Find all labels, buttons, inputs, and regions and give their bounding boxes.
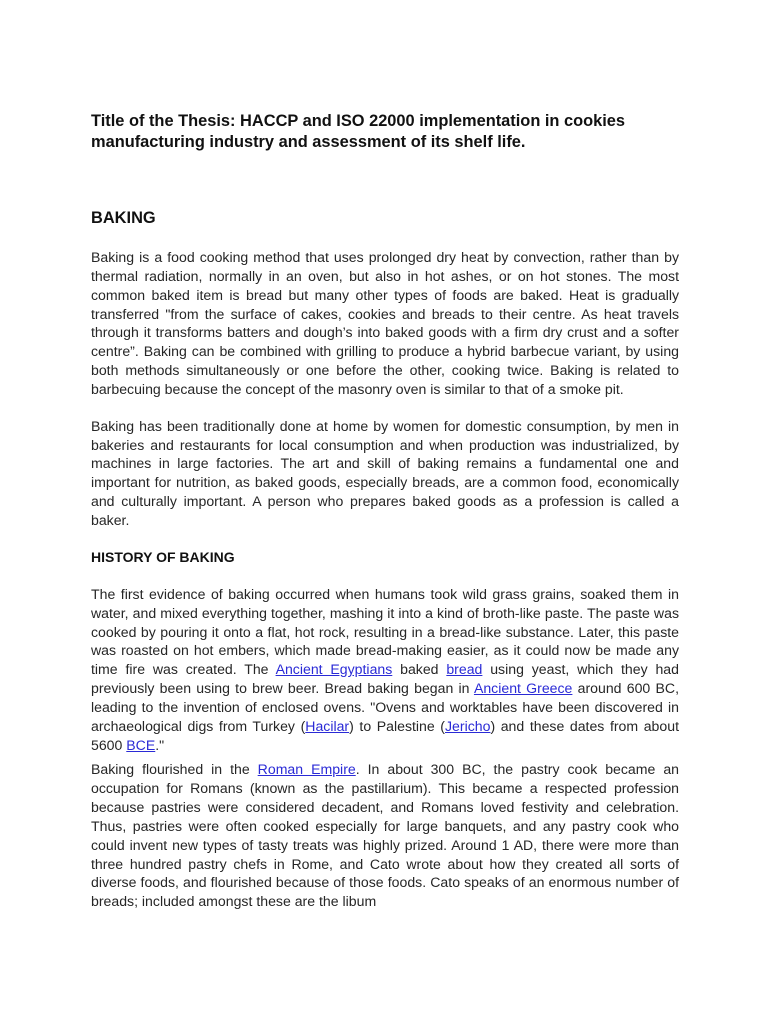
thesis-title: Title of the Thesis: HACCP and ISO 22000 implementation in cookies manufacturing industry and assessment of its shelf life.: [91, 112, 626, 151]
document-page: [91, 111, 679, 911]
text-run: ) to Palestine (: [349, 717, 445, 734]
link-bread[interactable]: bread: [446, 661, 483, 678]
text-run: Baking flourished in the: [91, 761, 258, 778]
text-run: baked: [392, 661, 447, 678]
section-heading-history-of-baking: HISTORY OF BAKING: [91, 548, 235, 565]
text-run: ) and these dates from about 5600: [91, 717, 679, 753]
section-heading-baking: BAKING: [91, 209, 156, 227]
link-ancient-egyptians[interactable]: Ancient Egyptians: [275, 661, 393, 678]
link-hacilar[interactable]: Hacilar: [305, 717, 350, 734]
link-bce[interactable]: BCE: [126, 736, 156, 753]
link-jericho[interactable]: Jericho: [445, 717, 491, 734]
text-run: .": [155, 736, 165, 753]
text-run: using yeast, which they had previously been using to brew beer. Bread baking began in: [91, 661, 679, 697]
link-roman-empire[interactable]: Roman Empire: [257, 761, 356, 778]
baking-paragraph-1: Baking is a food cooking method that uses prolonged dry heat by convection, rather than by thermal radiation, normally in an oven, but also in hot ashes, or on hot stones. The most common baked item is bread but many other types of foods are baked. Heat is gradually transferred "from the surface of cakes, cookies and breads to their centre. As heat travels through it transforms batters and dough’s into baked goods with a firm dry crust and a softer centre”. Baking can be combined with grilling to produce a hybrid barbecue variant, by using both methods simultaneously or one before the other, cooking twice. Baking is related to barbecuing because the concept of the masonry oven is similar to that of a smoke pit.: [91, 249, 679, 397]
history-paragraph-2: [91, 760, 679, 911]
link-ancient-greece[interactable]: Ancient Greece: [473, 680, 573, 697]
baking-paragraph-2: Baking has been traditionally done at home by women for domestic consumption, by men in bakeries and restaurants for local consumption and when production was industrialized, by machines in large factories. The art and skill of baking remains a fundamental one and important for nutrition, as baked goods, especially breads, are a common food, economically and culturally important. A person who prepares baked goods as a profession is called a baker.: [91, 417, 679, 528]
text-run: . In about 300 BC, the pastry cook became an occupation for Romans (known as the pastillarium). This became a respected profession because pastries were considered decadent, and Romans loved festivity and celebration. Thus, pastries were often cooked especially for large banquets, and any pastry cook who could invent new types of tasty treats was highly prized. Around 1 AD, there were more than three hundred pastry chefs in Rome, and Cato wrote about how they created all sorts of diverse foods, and flourished because of those foods. Cato speaks of an enormous number of breads; included amongst these are the libum: [91, 761, 680, 910]
history-paragraph-1: [91, 585, 679, 755]
text-run: around 600 BC, leading to the invention of enclosed ovens. "Ovens and worktables have been discovered in archaeological digs from Turkey (: [91, 680, 679, 734]
text-run: The first evidence of baking occurred when humans took wild grass grains, soaked them in water, and mixed everything together, mashing it into a kind of broth-like paste. The paste was cooked by pouring it onto a flat, hot rock, resulting in a bread-like substance. Later, this paste was roasted on hot embers, which made bread-making easier, as it could now be made any time fire was created. The: [91, 585, 679, 678]
